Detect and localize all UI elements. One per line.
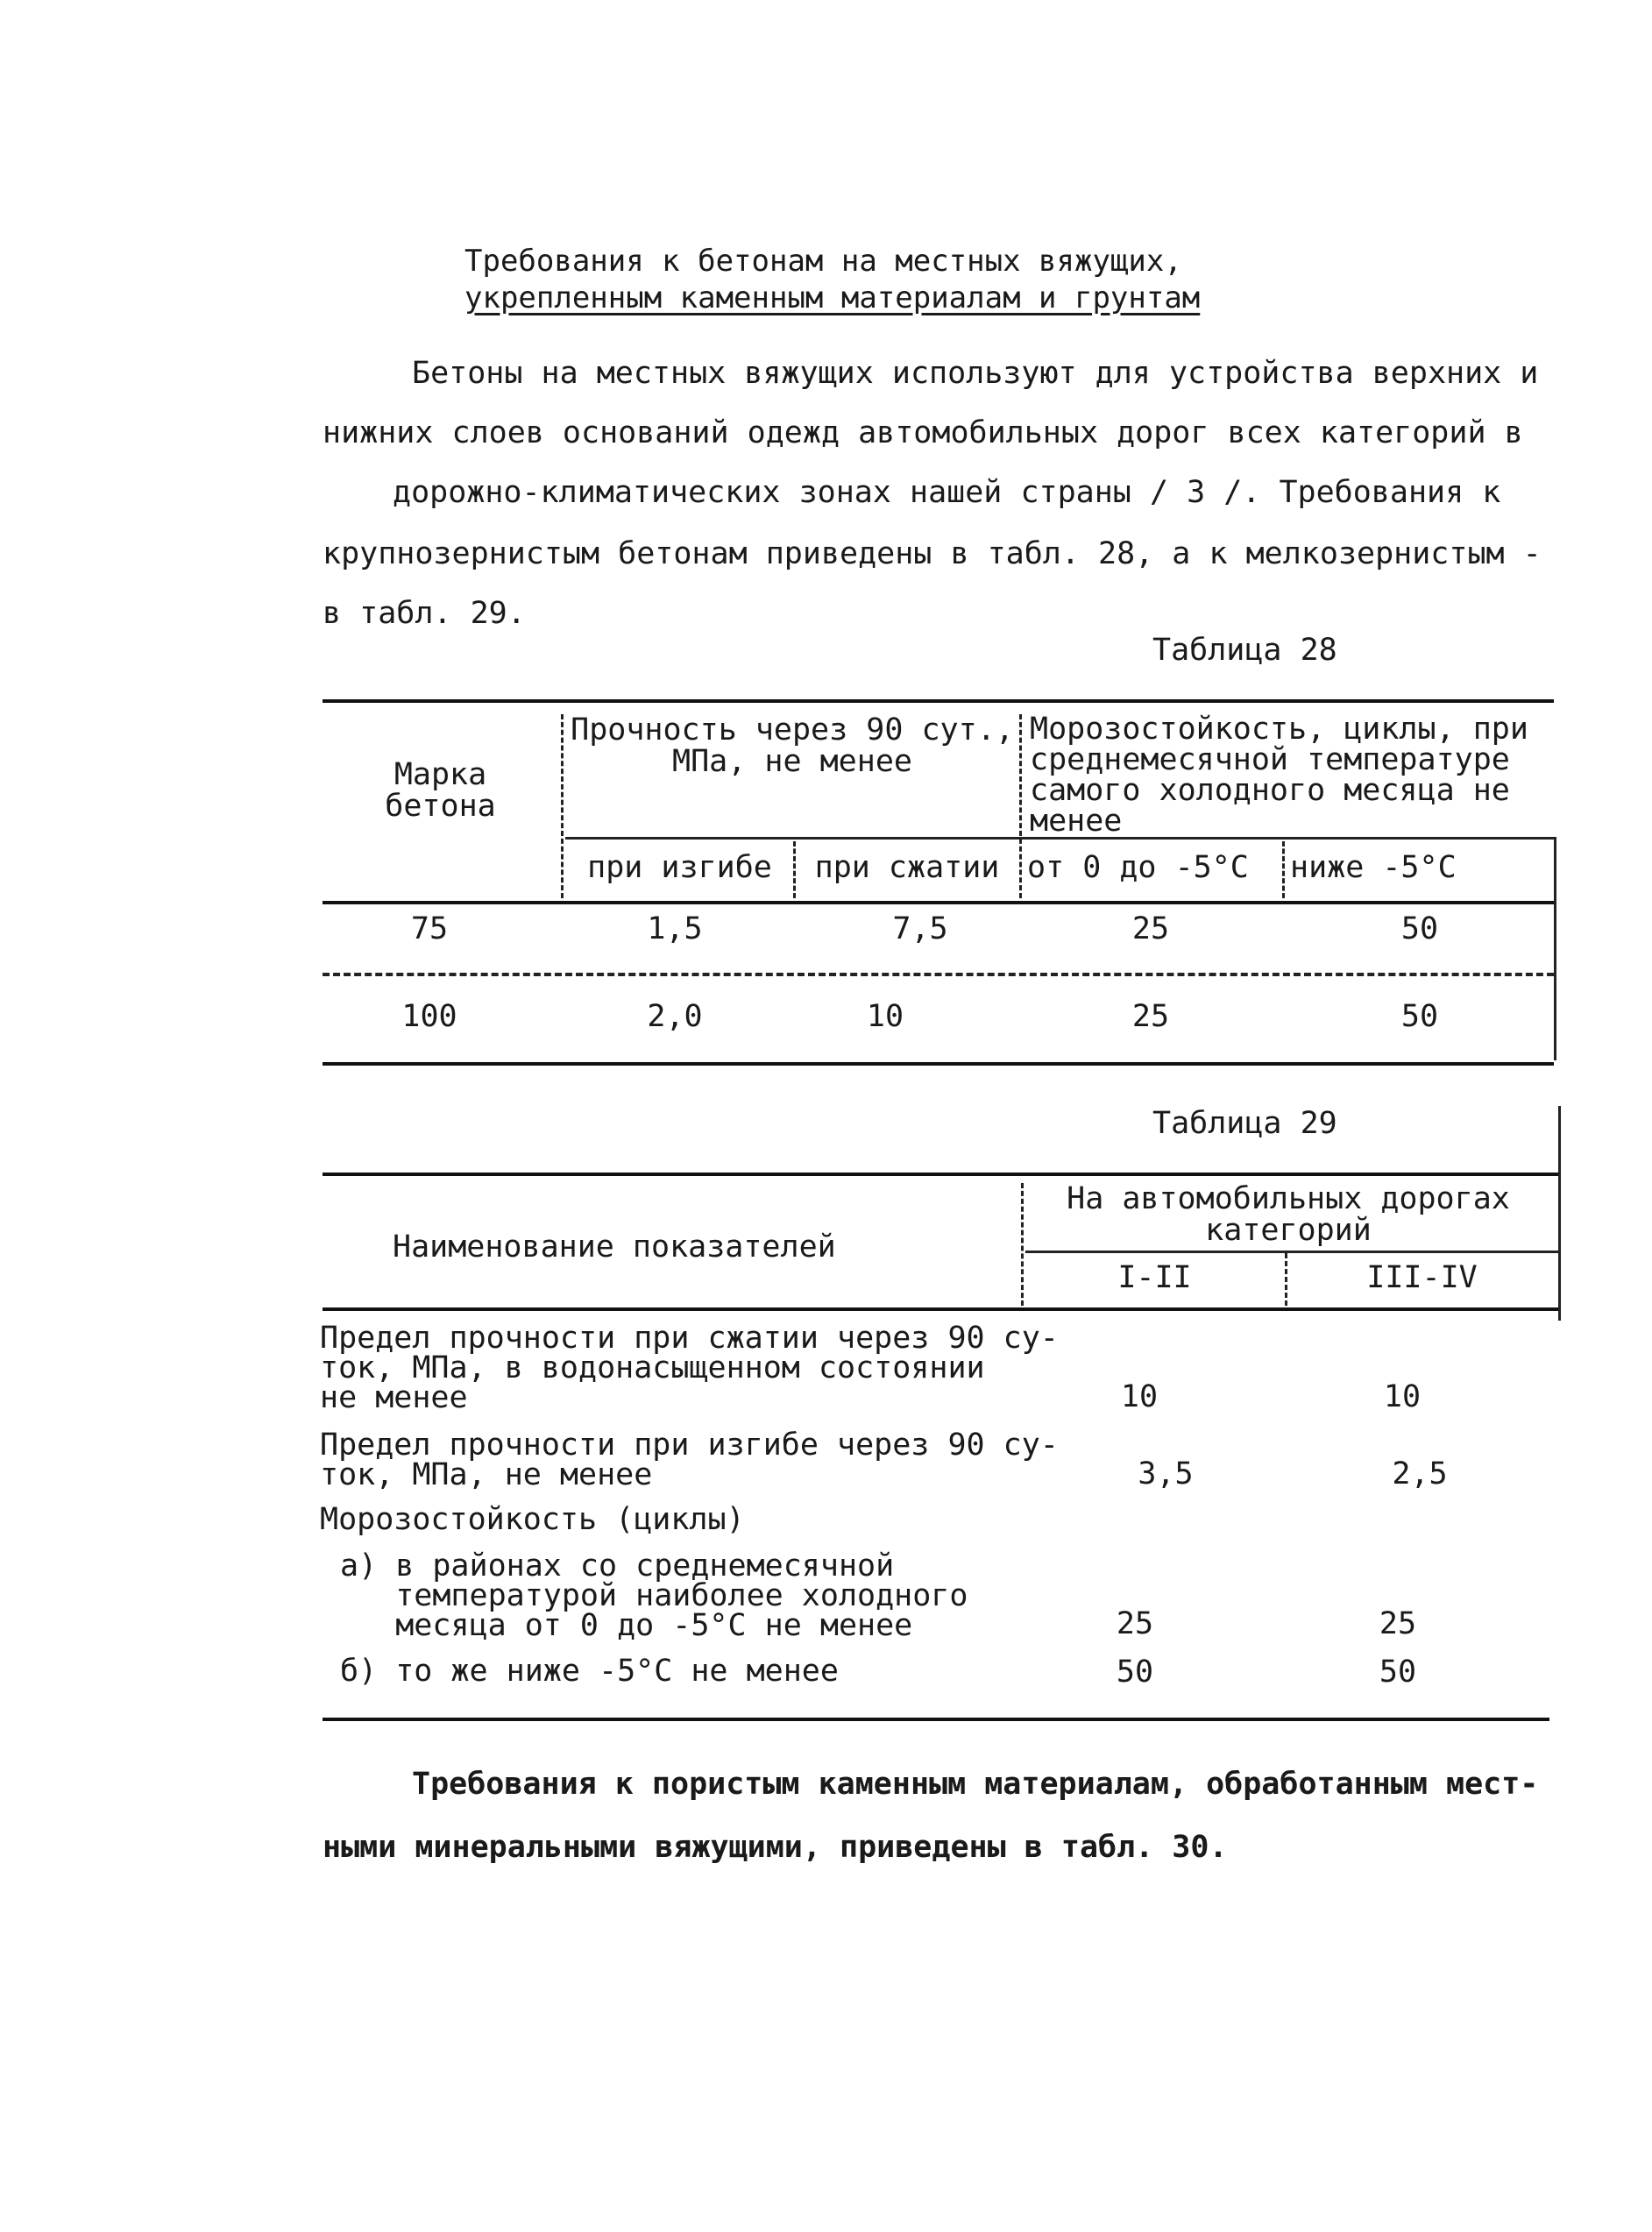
table-28-divider <box>1282 841 1285 898</box>
table-28-sub-range: от 0 до -5°С <box>1027 850 1249 885</box>
table-29-cell-v2: 2,5 <box>1392 1456 1448 1492</box>
table-28-cell-frost2: 50 <box>1400 999 1439 1034</box>
table-29-sub-1: I-II <box>1117 1260 1192 1295</box>
table-29-divider <box>1285 1253 1287 1306</box>
table-29-cell-v2: 50 <box>1379 1655 1417 1690</box>
table-29-row-name: Предел прочности при сжатии через 90 су- ток, МПа, в водонасыщенном состоянии не менее <box>320 1321 1059 1415</box>
outro-line-1: Требования к пористым каменным материалам, обработанным мест- <box>412 1767 1539 1802</box>
table-28-cell-compress: 10 <box>866 999 904 1034</box>
table-28-cell-frost2: 50 <box>1400 911 1439 946</box>
table-29-row-name: а) в районах со среднемесячной температурой наиболее холодного месяца от 0 до -5°С не менее <box>340 1548 968 1643</box>
table-28-cell-bend: 1,5 <box>647 911 703 946</box>
table-28-cell-mark: 75 <box>410 911 449 946</box>
table-28-divider <box>793 841 796 898</box>
table-28-sub-bend: при изгибе <box>587 850 772 885</box>
table-29-header-rule <box>323 1307 1558 1311</box>
intro-line-3: дорожно-климатических зонах нашей страны / 3 /. Требования к <box>393 475 1501 510</box>
table-29-sub-2: III-IV <box>1366 1260 1478 1295</box>
table-28-header-frost: Морозостойкость, циклы, при среднемесячной температуре самого холодного месяца не менее <box>1030 712 1528 839</box>
table-28-sub-below: ниже -5°С <box>1290 850 1457 885</box>
table-29-header-name: Наименование показателей <box>393 1229 836 1265</box>
intro-line-5: в табл. 29. <box>323 596 526 631</box>
intro-line-1: Бетоны на местных вяжущих используют для устройства верхних и <box>412 356 1539 391</box>
table-29-cell-v1: 10 <box>1120 1379 1159 1414</box>
table-28-divider <box>561 714 564 898</box>
outro-line-2: ными минеральными вяжущими, приведены в табл. 30. <box>323 1830 1228 1865</box>
intro-line-2: нижних слоев оснований одежд автомобильных дорог всех категорий в <box>323 415 1523 450</box>
table-29-cell-v1: 50 <box>1116 1655 1154 1690</box>
intro-line-4: крупнозернистым бетонам приведены в табл. 28, а к мелкозернистым - <box>323 536 1542 571</box>
table-28-cell-compress: 7,5 <box>892 911 948 946</box>
table-28-bottom-rule <box>323 1062 1554 1066</box>
table-29-header-roads: На автомобильных дорогах категорий <box>1067 1181 1510 1248</box>
table-29-row-name: Предел прочности при изгибе через 90 су- ток, МПа, не менее <box>320 1428 1059 1492</box>
table-29-row-name: б) то же ниже -5°С не менее <box>340 1654 839 1689</box>
table-29-cell-v2: 25 <box>1379 1606 1417 1641</box>
table-28-caption: Таблица 28 <box>1152 633 1337 668</box>
table-28-header-rule <box>323 901 1554 904</box>
table-28-right-edge <box>1554 837 1556 1060</box>
table-29-cell-v2: 10 <box>1383 1379 1422 1414</box>
section-title-line-2: укрепленным каменным материалам и грунтам <box>464 280 1201 315</box>
table-28-header-strength: Прочность через 90 сут., МПа, не менее <box>571 712 1014 779</box>
table-29-caption: Таблица 29 <box>1152 1106 1337 1141</box>
table-29-right-edge <box>1558 1106 1561 1321</box>
table-29-row-name: Морозостойкость (циклы) <box>320 1502 745 1537</box>
table-28-row-rule <box>323 973 1554 976</box>
table-28-cell-frost1: 25 <box>1131 999 1170 1034</box>
table-29-divider <box>1021 1183 1024 1306</box>
table-29-sub-rule <box>1025 1251 1558 1253</box>
table-28-top-rule <box>323 699 1554 703</box>
table-28-sub-compress: при сжатии <box>814 850 1000 885</box>
table-28-cell-bend: 2,0 <box>647 999 703 1034</box>
section-title-line-1: Требования к бетонам на местных вяжущих, <box>464 244 1182 279</box>
table-28-header-mark: Марка бетона <box>385 757 496 824</box>
table-28-cell-mark: 100 <box>401 999 457 1034</box>
table-29-bottom-rule <box>323 1718 1549 1721</box>
table-28-cell-frost1: 25 <box>1131 911 1170 946</box>
table-29-cell-v1: 25 <box>1116 1606 1154 1641</box>
table-29-cell-v1: 3,5 <box>1138 1456 1194 1492</box>
table-28-divider <box>1019 714 1022 898</box>
table-29-top-rule <box>323 1173 1558 1176</box>
